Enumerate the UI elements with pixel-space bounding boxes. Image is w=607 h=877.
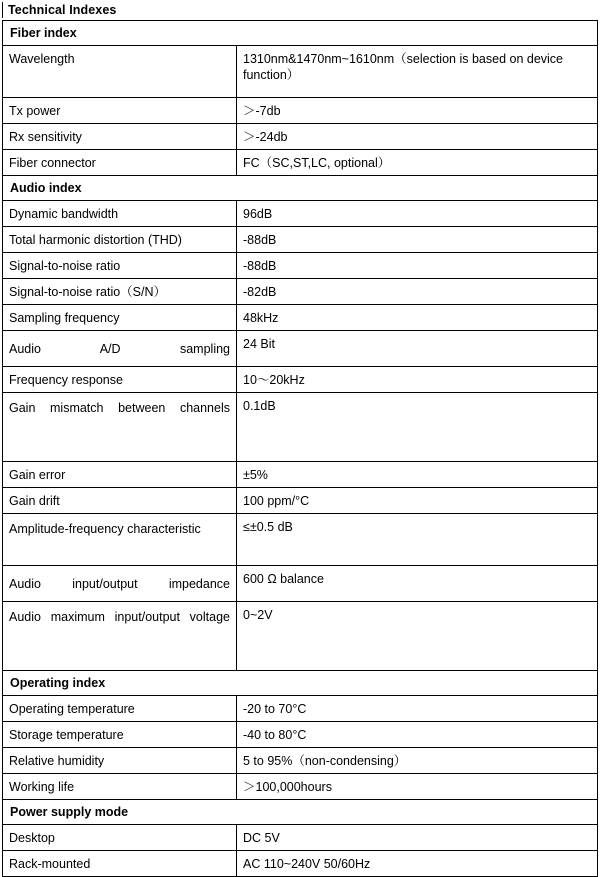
spec-label-cell: Rack-mounted	[3, 851, 237, 877]
spec-value-cell: 96dB	[237, 201, 598, 227]
section-heading: Power supply mode	[3, 800, 598, 825]
table-row	[3, 305, 598, 331]
table-row	[3, 393, 598, 462]
spec-label-cell: Rx sensitivity	[3, 124, 237, 150]
spec-value-cell: -40 to 80°C	[237, 722, 598, 748]
spec-label-cell	[3, 331, 237, 367]
spec-value-cell: AC 110~240V 50/60Hz	[237, 851, 598, 877]
table-row	[3, 514, 598, 566]
spec-value-cell: -88dB	[237, 253, 598, 279]
spec-label: Audio input/output impedance	[9, 576, 230, 591]
table-row	[3, 331, 598, 367]
table-row	[3, 602, 598, 671]
spec-label-cell	[3, 602, 237, 671]
spec-value-cell: 10〜20kHz	[237, 367, 598, 393]
spec-value-cell: ±5%	[237, 462, 598, 488]
spec-value-cell: -20 to 70°C	[237, 696, 598, 722]
table-row	[3, 279, 598, 305]
table-row	[3, 722, 598, 748]
section-header-row	[3, 671, 598, 696]
table-row	[3, 696, 598, 722]
table-row	[3, 488, 598, 514]
spec-value-cell: 5 to 95%（non-condensing）	[237, 748, 598, 774]
spec-value-cell: -82dB	[237, 279, 598, 305]
spec-label-cell	[3, 393, 237, 462]
spec-label-cell	[3, 566, 237, 602]
spec-label-cell: Signal-to-noise ratio（S/N）	[3, 279, 237, 305]
spec-label-cell: Working life	[3, 774, 237, 800]
table-row	[3, 124, 598, 150]
spec-label-cell: Operating temperature	[3, 696, 237, 722]
spec-label-cell: Total harmonic distortion (THD)	[3, 227, 237, 253]
spec-label: Audio maximum input/output voltage	[9, 610, 230, 624]
page-title	[0, 0, 607, 20]
table-row	[3, 774, 598, 800]
spec-label-cell: Storage temperature	[3, 722, 237, 748]
spec-label-cell: Gain error	[3, 462, 237, 488]
spec-value-cell: 600 Ω balance	[237, 566, 598, 602]
section-header-row	[3, 176, 598, 201]
table-row	[3, 367, 598, 393]
spec-label-cell: Frequency response	[3, 367, 237, 393]
title-left-rule	[2, 2, 3, 18]
table-row	[3, 748, 598, 774]
spec-label-cell: Desktop	[3, 825, 237, 851]
table-row	[3, 98, 598, 124]
spec-label: Gain mismatch between channels	[9, 401, 230, 415]
table-row	[3, 253, 598, 279]
spec-value-cell: ＞-24db	[237, 124, 598, 150]
section-header-row	[3, 800, 598, 825]
section-header-row	[3, 21, 598, 46]
spec-value-cell: ＞-7db	[237, 98, 598, 124]
spec-label-cell: Wavelength	[3, 46, 237, 98]
spec-label-cell: Fiber connector	[3, 150, 237, 176]
table-row	[3, 851, 598, 877]
spec-label-cell: Gain drift	[3, 488, 237, 514]
spec-value-cell: 24 Bit	[237, 331, 598, 367]
table-row	[3, 46, 598, 98]
spec-label-cell: Signal-to-noise ratio	[3, 253, 237, 279]
spec-label-cell: Tx power	[3, 98, 237, 124]
table-row	[3, 201, 598, 227]
section-heading: Operating index	[3, 671, 598, 696]
spec-value-cell: 48kHz	[237, 305, 598, 331]
spec-value-cell: 0~2V	[237, 602, 598, 671]
spec-label-cell: Dynamic bandwidth	[3, 201, 237, 227]
spec-value-cell: DC 5V	[237, 825, 598, 851]
table-row	[3, 462, 598, 488]
section-heading: Audio index	[3, 176, 598, 201]
spec-value-cell: 1310nm&1470nm~1610nm（selection is based on device function）	[237, 46, 598, 98]
page-title-text: Technical Indexes	[8, 2, 117, 17]
spec-label-cell: Sampling frequency	[3, 305, 237, 331]
table-row	[3, 825, 598, 851]
table-body	[3, 21, 598, 877]
spec-label-cell	[3, 514, 237, 566]
table-row	[3, 150, 598, 176]
spec-value-cell: 0.1dB	[237, 393, 598, 462]
spec-label-cell: Relative humidity	[3, 748, 237, 774]
table-row	[3, 566, 598, 602]
section-heading: Fiber index	[3, 21, 598, 46]
spec-label: Audio A/D sampling	[9, 341, 230, 356]
spec-value-cell: ≤±0.5 dB	[237, 514, 598, 566]
spec-value-cell: -88dB	[237, 227, 598, 253]
spec-value-cell: FC（SC,ST,LC, optional）	[237, 150, 598, 176]
spec-value-cell: ＞100,000hours	[237, 774, 598, 800]
spec-value-cell: 100 ppm/°C	[237, 488, 598, 514]
table-row	[3, 227, 598, 253]
technical-indexes-table	[2, 20, 598, 877]
spec-label: Amplitude-frequency characteristic	[9, 522, 201, 536]
